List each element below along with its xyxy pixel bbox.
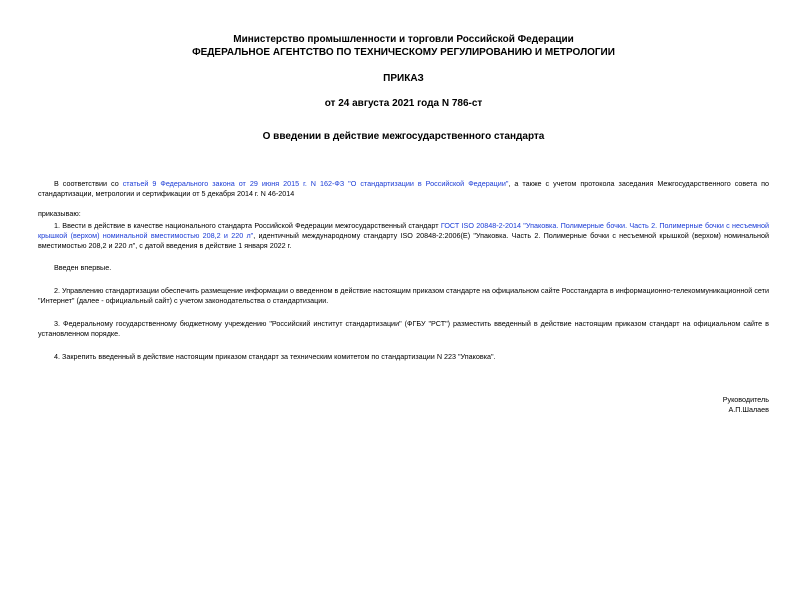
document-page (0, 33, 807, 604)
first-time-note: Введен впервые. (54, 263, 112, 272)
document-subject: О введении в действие межгосударственного стандарта (262, 131, 545, 142)
item1-prefix: 1. Ввести в действие в качестве национального стандарта Российской Федерации межгосударственный стандарт (54, 221, 441, 230)
order-word: приказываю: (38, 209, 81, 218)
signatory-title: Руководитель (722, 395, 769, 404)
preamble-suffix: , а также с учетом протокола заседания Межгосударственного совета по стандартизации, метрологии и сертификации от 5 декабря 2014 г. N 46-2014 (38, 179, 769, 198)
agency-name: ФЕДЕРАЛЬНОЕ АГЕНТСТВО ПО ТЕХНИЧЕСКОМУ РЕГУЛИРОВАНИЮ И МЕТРОЛОГИИ (192, 47, 615, 58)
document-header (38, 33, 769, 143)
document-body (38, 179, 769, 362)
item1-suffix: , идентичный международному стандарту ISO 20848-2:2006(E) "Упаковка. Часть 2. Полимерные бочки с несъемной крышкой (верхом) номинальной вместимостью 208,2 и 220 л", с датой введения в действие 1 января 2022 г. (38, 231, 769, 250)
document-type: ПРИКАЗ (383, 73, 424, 84)
paragraph-item-3: 3. Федеральному государственному бюджетному учреждению "Российский институт стандартизации" (ФГБУ "РСТ") разместить введенный в действие настоящим приказом стандарт на официальном сайте в установленном порядке. (38, 319, 769, 338)
signatory-name: А.П.Шалаев (728, 405, 769, 414)
law-article-link[interactable]: статьей 9 Федерального закона от 29 июня 2015 г. N 162-ФЗ "О стандартизации в Российской Федерации" (122, 179, 509, 188)
paragraph-item-4: 4. Закрепить введенный в действие настоящим приказом стандарт за техническим комитетом по стандартизации N 223 "Упаковка". (54, 352, 496, 361)
paragraph-item-1 (38, 221, 769, 251)
ministry-name: Министерство промышленности и торговли Российской Федерации (233, 34, 574, 45)
document-date: от 24 августа 2021 года N 786-ст (324, 98, 483, 109)
paragraph-preamble (38, 179, 769, 199)
preamble-prefix: В соответствии со (54, 179, 123, 188)
paragraph-item-2: 2. Управлению стандартизации обеспечить размещение информации о введенном в действие настоящим приказом стандарте на официальном сайте Росстандарта в информационно-телекоммуникационной сети "Интернет" (далее - официальный сайт) с учетом законодательства о стандартизации. (38, 286, 769, 305)
gost-standard-link[interactable]: ГОСТ ISO 20848-2-2014 "Упаковка. Полимерные бочки. Часть 2. Полимерные бочки с несъемной крышкой (верхом) номинальной вместимостью 208,2 и 220 л" (38, 221, 770, 240)
signature-block (723, 395, 769, 415)
